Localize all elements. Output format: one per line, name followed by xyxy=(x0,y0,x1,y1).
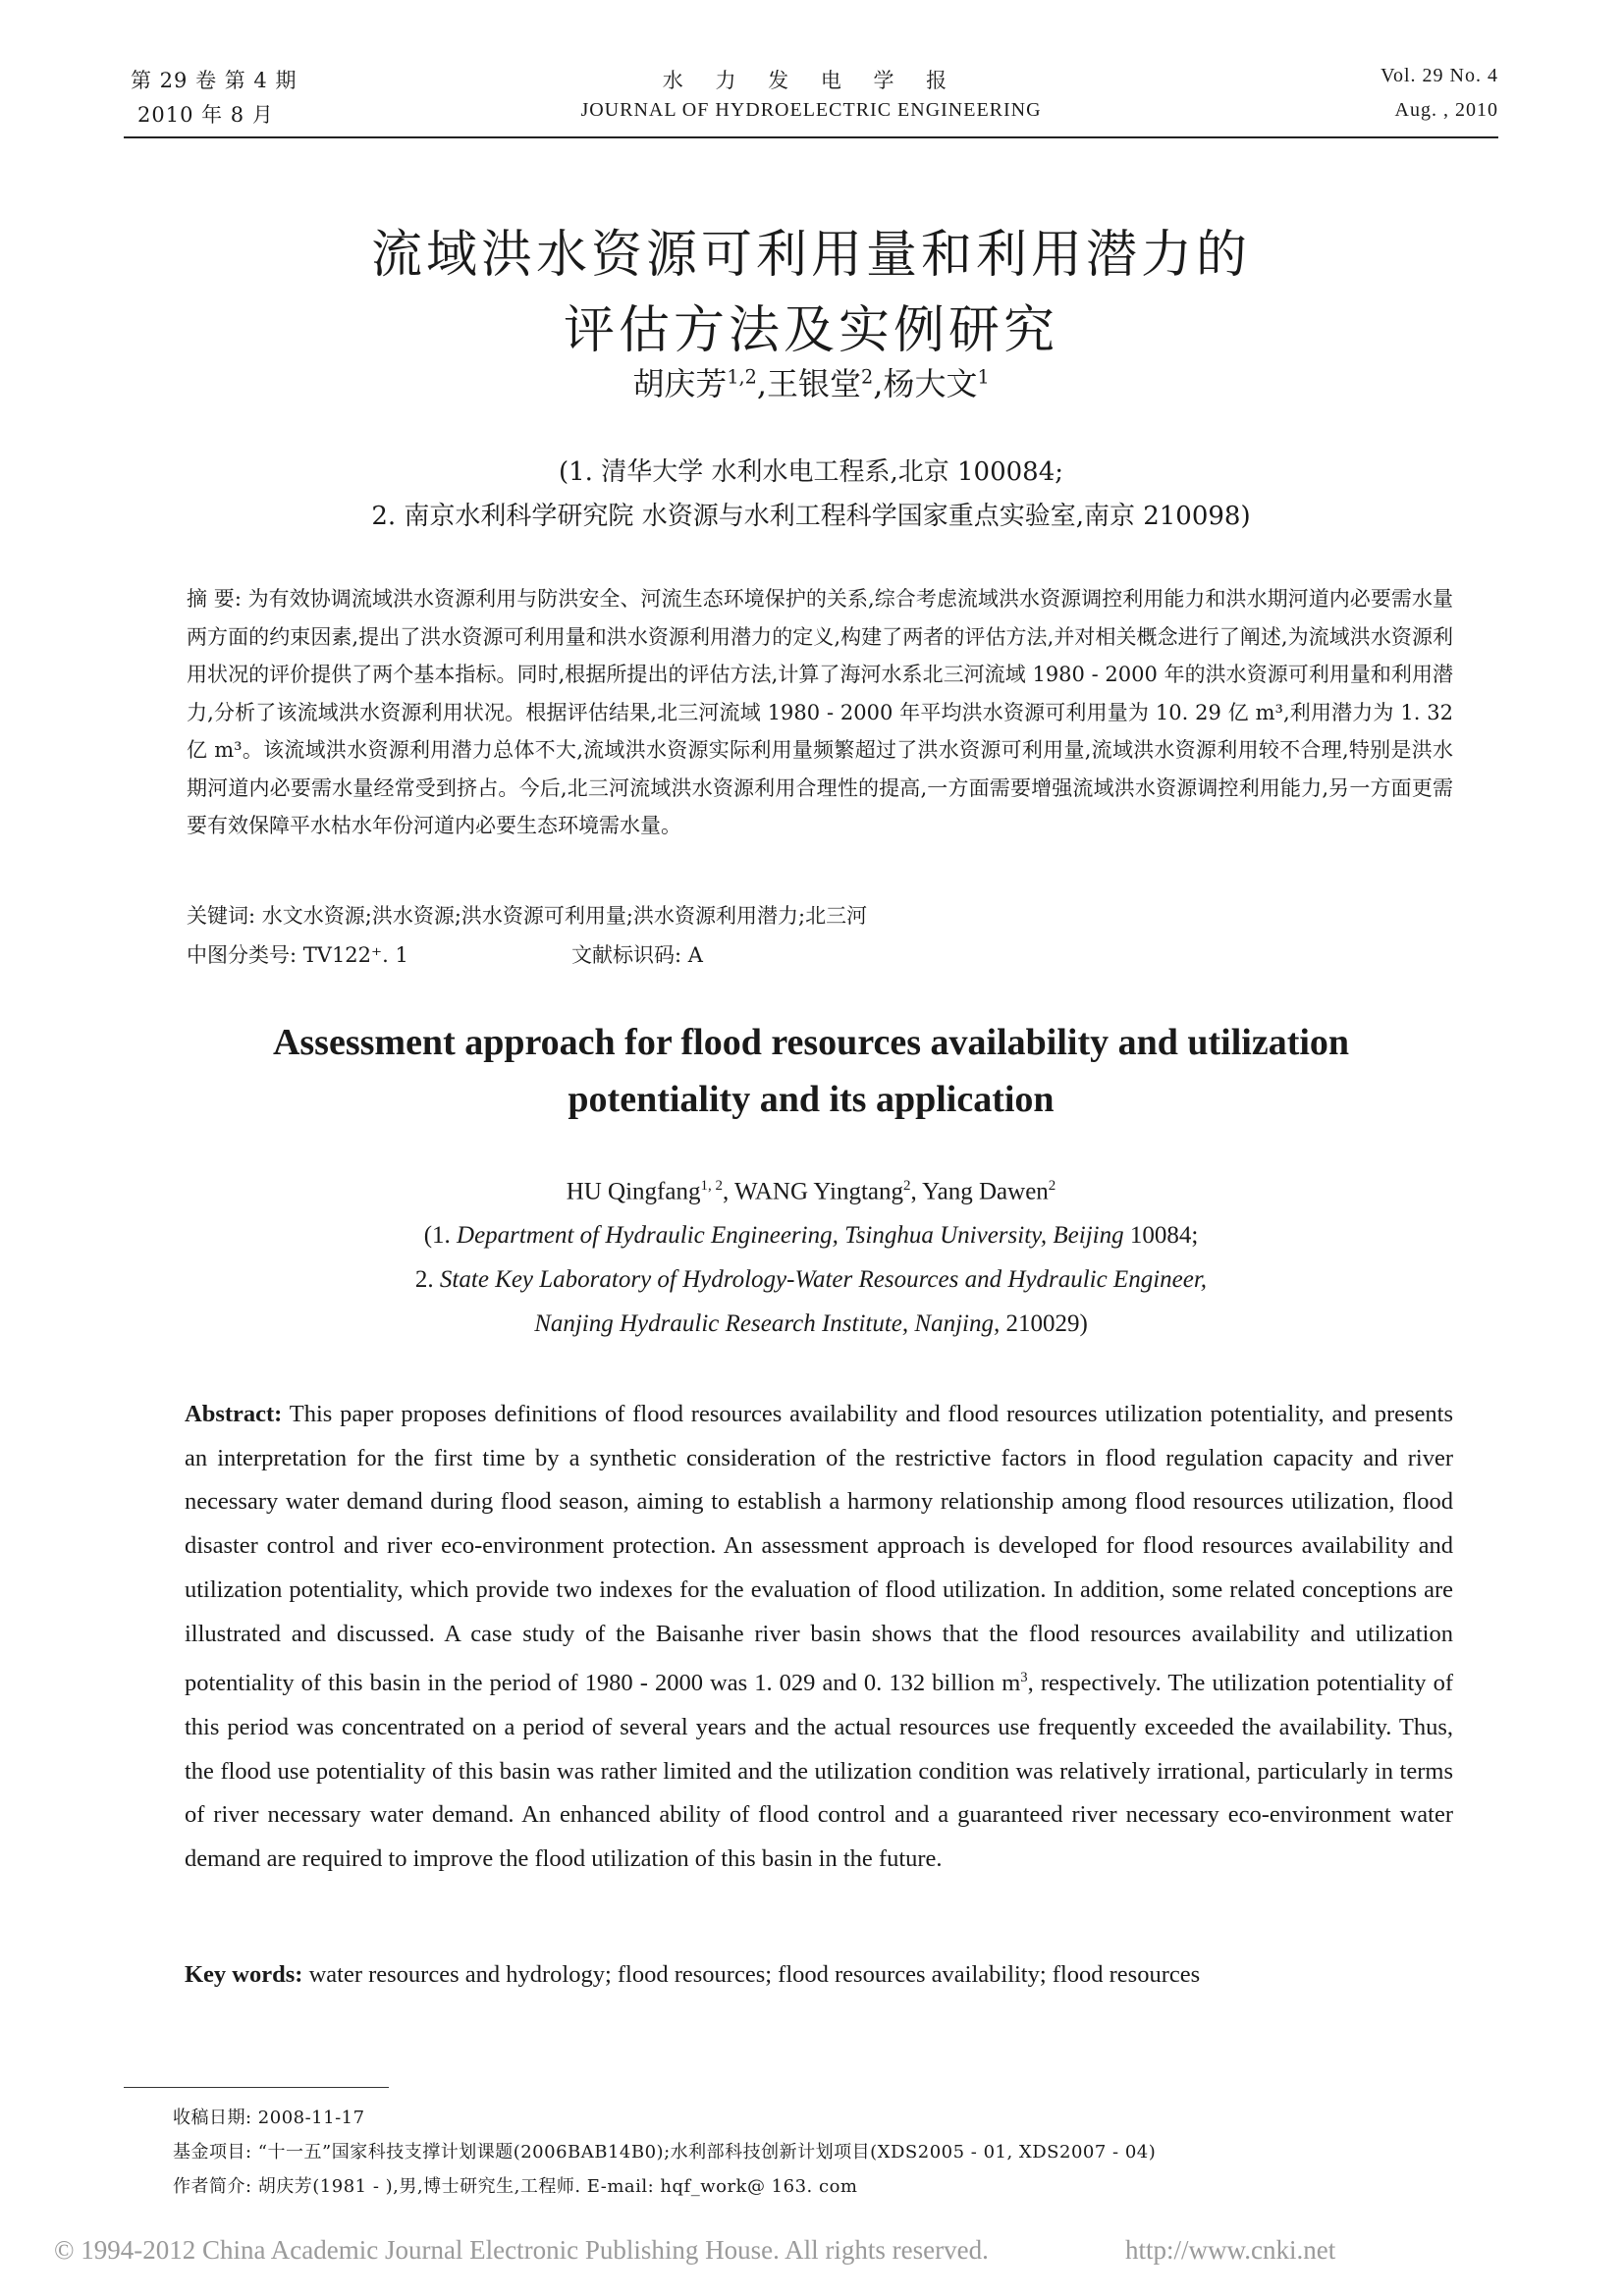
keywords-cn-text: 水文水资源;洪水资源;洪水资源可利用量;洪水资源利用潜力;北三河 xyxy=(261,904,868,928)
author-cn-3: ,杨大文 xyxy=(873,365,978,402)
affiliation-en-2-name: State Key Laboratory of Hydrology-Water Resources and Hydraulic Engineer, xyxy=(439,1266,1208,1293)
abstract-en-text-2: , respectively. The utilization potentiality of this period was concentrated on a period of several years and the actual resources use frequently exceeded the availability. Thus, the flood use potentiality of this basin was rather limited and the utilization condition was relatively irrational, particularly in terms of river necessary water demand. An enhanced ability of flood control and a guaranteed river necessary eco-environment water demand are required to improve the flood utilization of this basin in the future. xyxy=(185,1670,1453,1873)
affiliation-cn-2: 2. 南京水利科学研究院 水资源与水利工程科学国家重点实验室,南京 210098) xyxy=(371,502,1251,531)
keywords-cn xyxy=(187,897,1453,935)
author-cn-2-affil: 2 xyxy=(861,365,874,389)
abstract-en-unit-sup: 3 xyxy=(1020,1670,1028,1686)
author-cn-2: ,王银堂 xyxy=(756,365,862,402)
affiliation-en-2-prefix: 2. xyxy=(414,1266,440,1293)
keywords-en xyxy=(185,1953,1453,1998)
affiliation-en-3-postcode: 210029) xyxy=(1000,1310,1088,1337)
abstract-cn-text: 为有效协调流域洪水资源利用与防洪安全、河流生态环境保护的关系,综合考虑流域洪水资源调控利用能力和洪水期河道内必要需水量两方面的约束因素,提出了洪水资源可利用量和洪水资源利用潜力的定义,构建了两者的评估方法,并对相关概念进行了阐述,为流域洪水资源利用状况的评价提供了两个基本指标。同时,根据所提出的评估方法,计算了海河水系北三河流域 1980 - 2000 年的洪水资源可利用量和利用潜力,分析了该流域洪水资源利用状况。根据评估结果,北三河流域 1980 - 2000 年平均洪水资源可利用量为 10. 29 亿 m³,利用潜力为 1. 32 亿 m³。该流域洪水资源利用潜力总体不大,流域洪水资源实际利用量频繁超过了洪水资源可利用量,流域洪水资源利用较不合理,特别是洪水期河道内必要需水量经常受到挤占。今后,北三河流域洪水资源利用合理性的提高,一方面需要增强流域洪水资源调控利用能力,另一方面更需要有效保障平水枯水年份河道内必要生态环境需水量。 xyxy=(187,587,1453,837)
cnki-link[interactable]: http://www.cnki.net xyxy=(1125,2235,1336,2265)
authors-cn xyxy=(124,359,1498,404)
clc-value: TV122⁺. 1 xyxy=(302,943,408,967)
footnote-fund: 基金项目: “十一五”国家科技支撑计划课题(2006BAB14B0);水利部科技创新计划项目(XDS2005 - 01, XDS2007 - 04) xyxy=(173,2142,1157,2163)
author-cn-1-affil: 1,2 xyxy=(727,365,757,389)
author-en-3-affil: 2 xyxy=(1048,1178,1056,1194)
affiliation-en-3-name: Nanjing Hydraulic Research Institute, Nanjing, xyxy=(534,1310,1001,1337)
doc-label: 文献标识码: xyxy=(571,943,682,967)
author-en-3: , Yang Dawen xyxy=(910,1178,1049,1205)
abstract-cn xyxy=(187,580,1453,845)
header-rule xyxy=(124,136,1498,138)
doc-code xyxy=(571,936,703,975)
header-vol-no-en: Vol. 29 No. 4 xyxy=(1380,65,1498,86)
keywords-en-label: Key words: xyxy=(185,1961,303,1988)
footnote-rule xyxy=(124,2087,389,2088)
title-en-line2: potentiality and its application xyxy=(568,1079,1055,1120)
author-en-1: HU Qingfang xyxy=(566,1178,701,1205)
affiliation-en-1-name: Department of Hydraulic Engineering, Tsinghua University, Beijing xyxy=(457,1222,1124,1249)
affiliation-en-3 xyxy=(124,1310,1498,1338)
clc-label: 中图分类号: xyxy=(187,943,298,967)
header-volume-issue: 第 29 卷 第 4 期 xyxy=(131,69,298,92)
abstract-cn-label: 摘 要: xyxy=(187,587,242,611)
footnote-author: 作者简介: 胡庆芳(1981 - ),男,博士研究生,工程师. E-mail: hqf_work@ 163. com xyxy=(173,2176,858,2197)
header-date: 2010 年 8 月 xyxy=(137,103,274,127)
title-cn-line2: 评估方法及实例研究 xyxy=(563,301,1058,360)
header-journal-cn: 水 力 发 电 学 报 xyxy=(662,69,960,92)
keywords-en-text: water resources and hydrology; flood resources; flood resources availability; flood resources xyxy=(302,1961,1201,1988)
header-date-en: Aug. , 2010 xyxy=(1394,99,1498,121)
affiliation-en-1-prefix: (1. xyxy=(423,1222,458,1249)
authors-en xyxy=(124,1178,1498,1205)
affiliation-en-2 xyxy=(124,1266,1498,1294)
header-journal-en: JOURNAL OF HYDROELECTRIC ENGINEERING xyxy=(580,99,1042,121)
keywords-cn-label: 关键词: xyxy=(187,904,256,928)
doc-value: A xyxy=(687,943,703,967)
abstract-en-text-1: This paper proposes definitions of flood resources availability and flood resources utilization potentiality, and presents an interpretation for the first time by a synthetic consideration of the restrictive factors in flood regulation capacity and river necessary water demand during flood season, aiming to establish a harmony relationship among flood resources utilization, flood disaster control and river eco-environment protection. An assessment approach is developed for flood resources availability and utilization potentiality, which provide two indexes for the evaluation of flood utilization. In addition, some related conceptions are illustrated and discussed. A case study of the Baisanhe river basin shows that the flood resources availability and utilization potentiality of this basin in the period of 1980 - 2000 was 1. 029 and 0. 132 billion m xyxy=(185,1401,1453,1697)
affiliation-cn-1: (1. 清华大学 水利水电工程系,北京 100084; xyxy=(558,457,1064,487)
title-cn-line1: 流域洪水资源可利用量和利用潜力的 xyxy=(370,226,1251,285)
clc-code xyxy=(187,936,408,975)
abstract-en xyxy=(185,1393,1453,1882)
author-en-2: , WANG Yingtang xyxy=(722,1178,904,1205)
abstract-en-label: Abstract: xyxy=(185,1401,283,1427)
affiliation-en-1-postcode: 10084; xyxy=(1123,1222,1199,1249)
author-cn-1: 胡庆芳 xyxy=(632,365,728,402)
author-cn-3-affil: 1 xyxy=(977,365,990,389)
copyright-notice: © 1994-2012 China Academic Journal Electronic Publishing House. All rights reserved. xyxy=(54,2235,989,2265)
author-en-1-affil: 1, 2 xyxy=(700,1178,723,1194)
footnote-received: 收稿日期: 2008-11-17 xyxy=(173,2108,365,2128)
title-en-line1: Assessment approach for flood resources availability and utilization xyxy=(272,1022,1350,1063)
affiliation-en-1 xyxy=(124,1222,1498,1250)
author-en-2-affil: 2 xyxy=(903,1178,911,1194)
